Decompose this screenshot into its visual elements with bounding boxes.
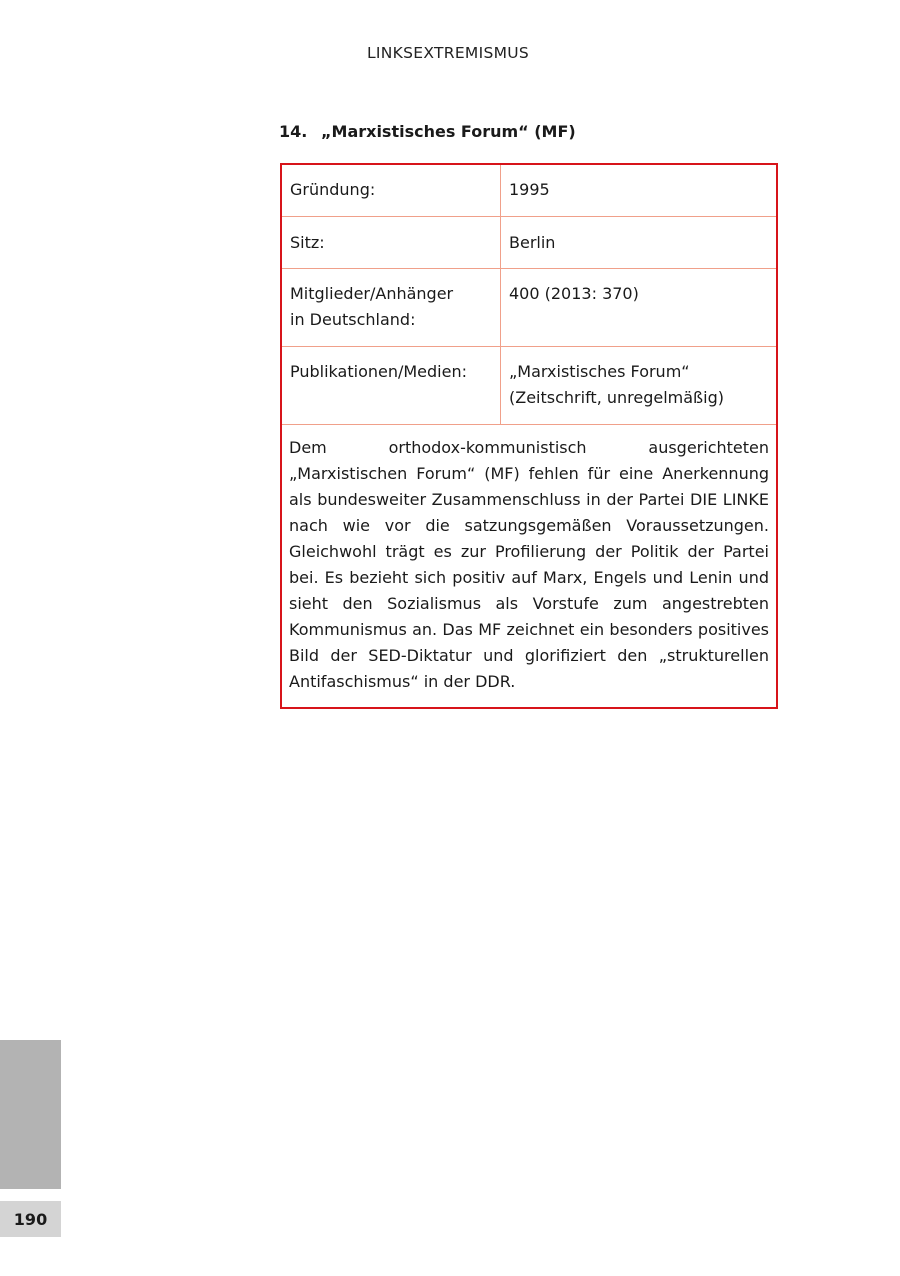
fact-value-line: (Zeitschrift, unregelmäßig) — [509, 388, 724, 407]
section-heading — [279, 122, 576, 141]
page-number-value: 190 — [13, 1209, 48, 1229]
section-number: 14. — [279, 122, 308, 141]
fact-row-founding — [282, 165, 776, 217]
fact-label: Sitz: — [282, 217, 501, 268]
fact-value — [501, 347, 776, 424]
fact-row-members — [282, 269, 776, 347]
fact-label — [282, 269, 501, 346]
fact-value: 1995 — [509, 180, 550, 199]
fact-label-line: Mitglieder/Anhänger — [290, 284, 454, 303]
page-number — [0, 1201, 61, 1237]
fact-label: Publikationen/Medien: — [282, 347, 501, 424]
fact-value: 400 (2013: 370) — [509, 284, 639, 303]
fact-label-line: in Deutschland: — [290, 310, 416, 329]
fact-value-line: „Marxistisches Forum“ — [509, 362, 690, 381]
fact-value: Berlin — [509, 233, 556, 252]
fact-box — [280, 163, 778, 709]
section-title: „Marxistisches Forum“ (MF) — [321, 122, 576, 141]
fact-row-seat — [282, 217, 776, 269]
running-header-title: LINKSEXTREMISMUS — [366, 44, 530, 62]
fact-box-description: Dem orthodox-kommunistisch ausgerichteten „Marxistischen Forum“ (MF) fehlen für eine Anerkennung als bundesweiter Zusammenschluss in der Partei DIE LINKE nach wie vor die satzungsgemäßen Voraussetzungen. Gleichwohl trägt es zur Profilierung der Politik der Partei bei. Es bezieht sich positiv auf Marx, Engels und Lenin und sieht den Sozialismus als Vorstufe zum angestrebten Kommunismus an. Das MF zeichnet ein besonders positives Bild der SED-Diktatur und glorifiziert den „strukturellen Antifaschismus“ in der DDR. — [289, 438, 769, 691]
fact-row-publications — [282, 347, 776, 425]
chapter-marker-bar — [0, 1040, 61, 1189]
fact-label: Gründung: — [282, 165, 501, 216]
running-header — [0, 44, 900, 62]
